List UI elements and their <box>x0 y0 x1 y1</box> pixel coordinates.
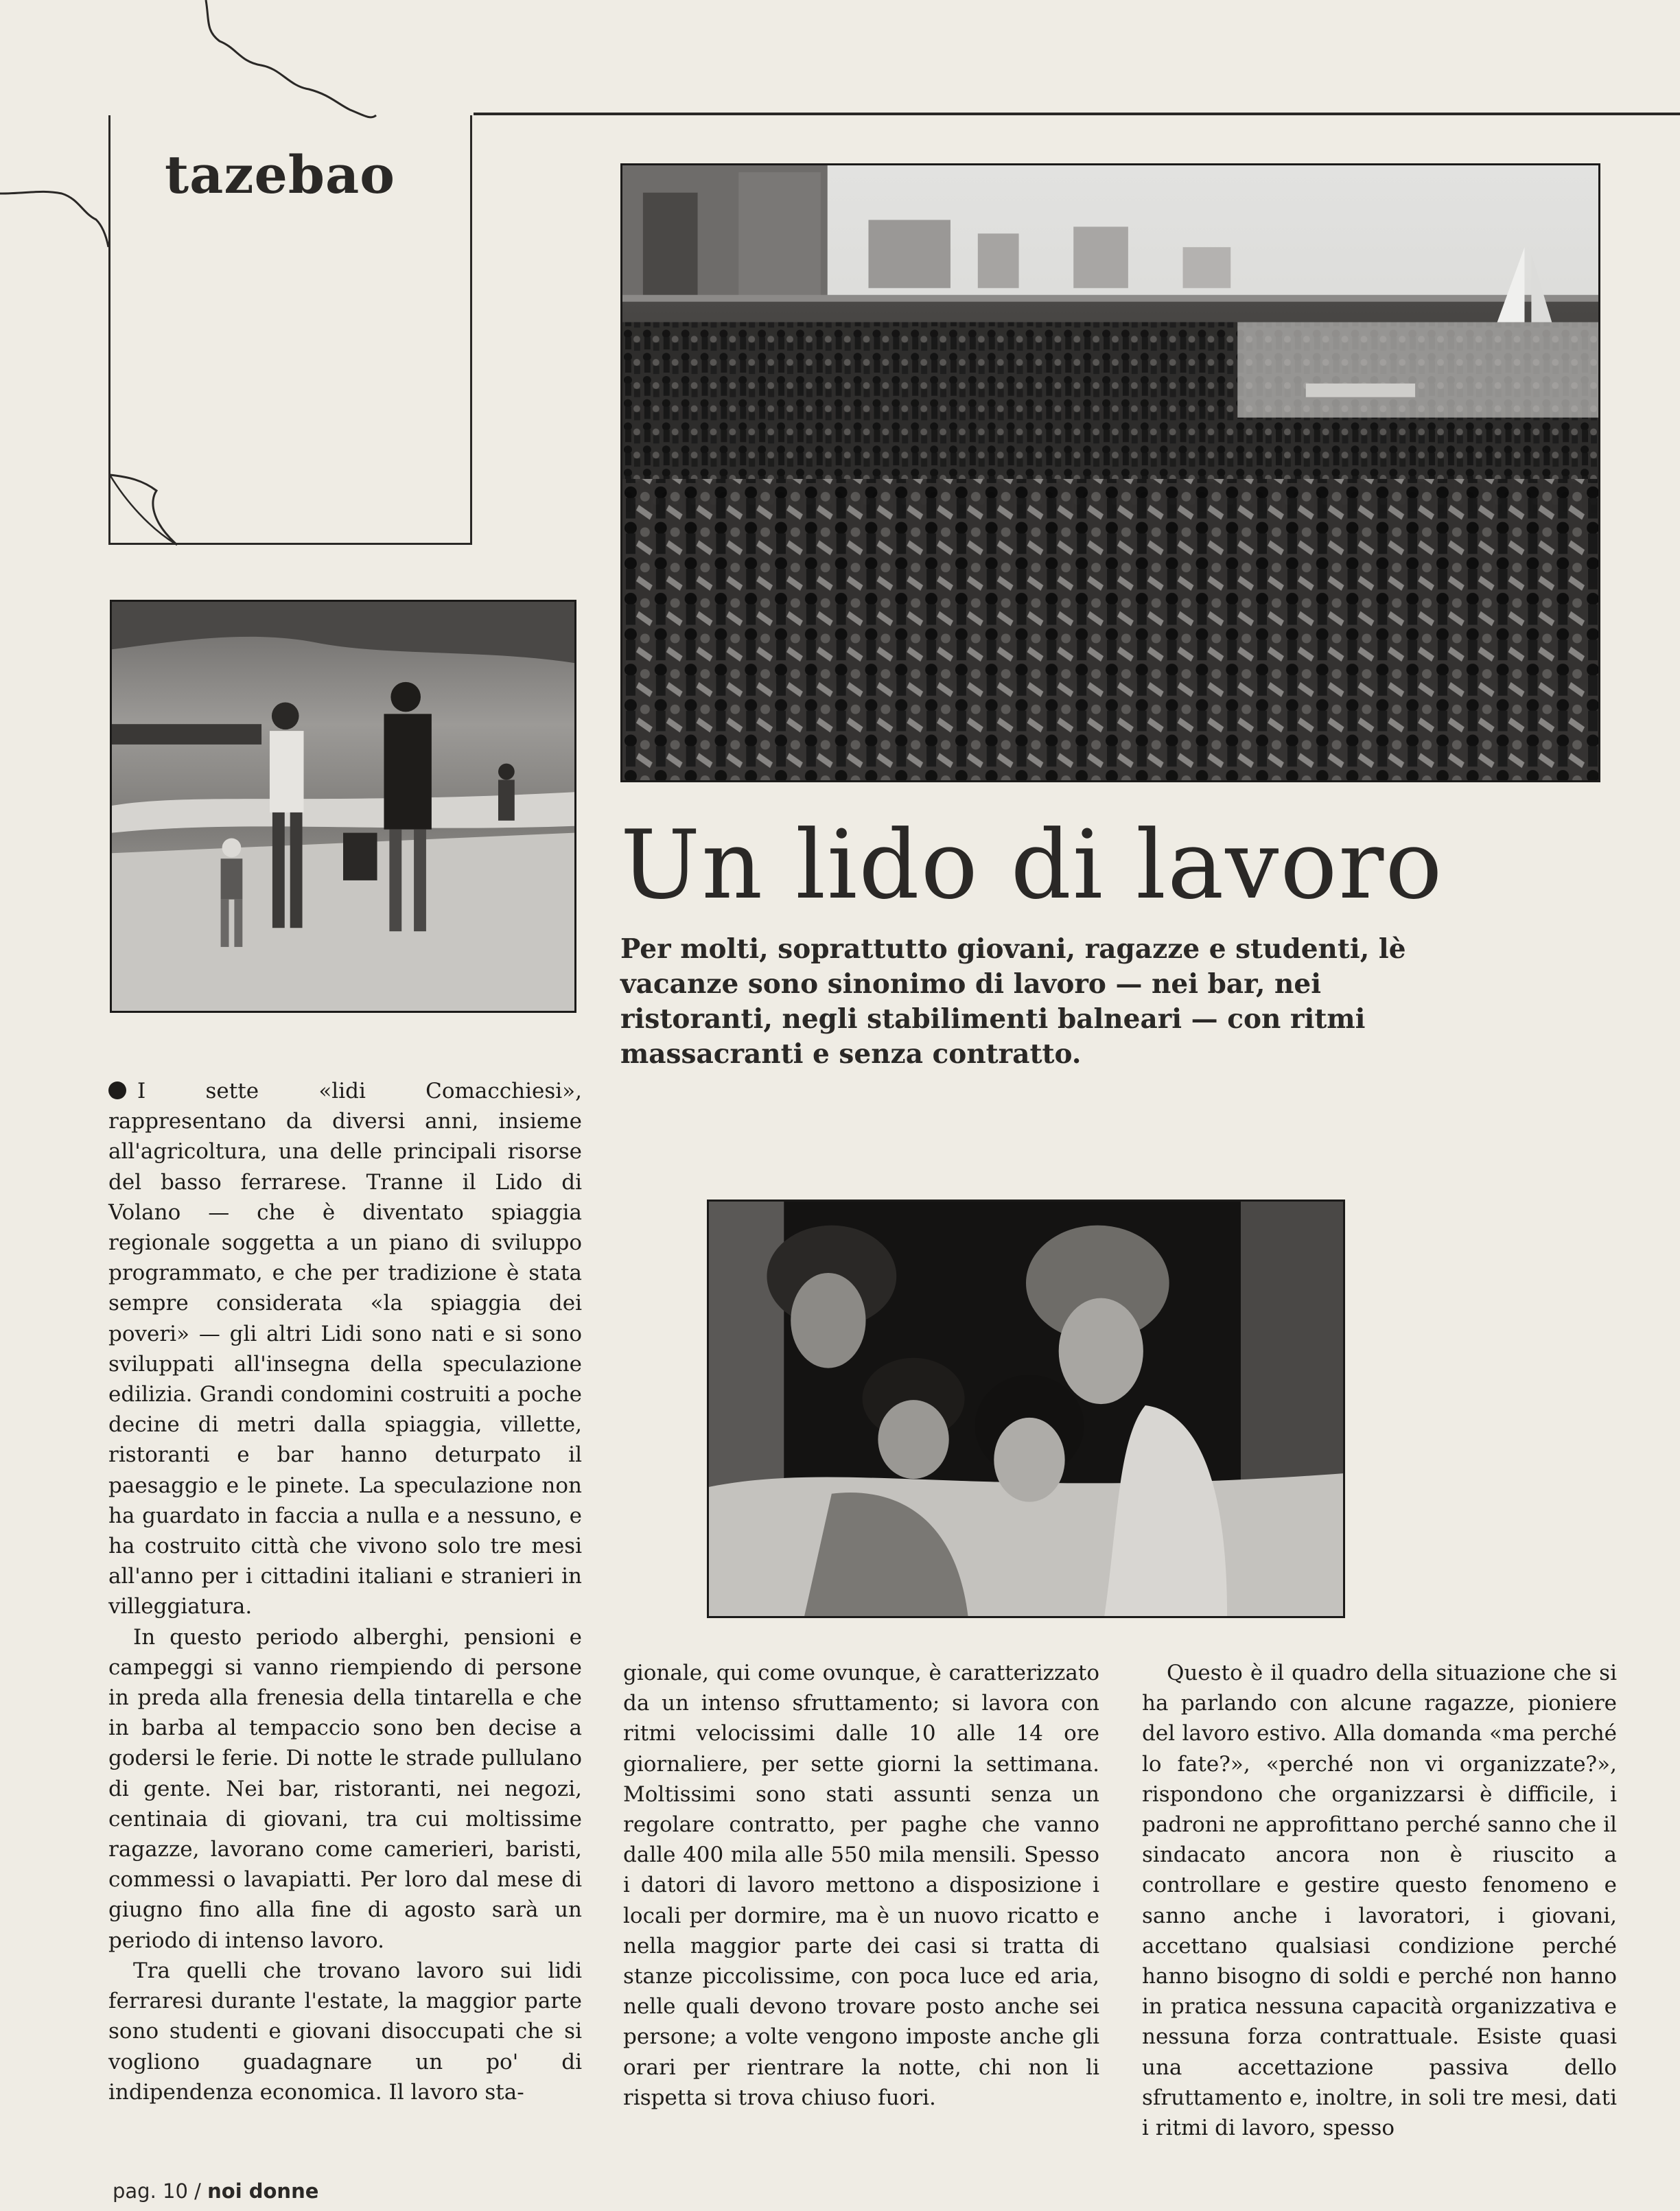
photo-young-people <box>707 1200 1345 1618</box>
body-column-3 <box>1142 1658 1617 2143</box>
top-rule <box>474 113 1680 115</box>
body-paragraph: Questo è il quadro della situazione che si ha parlando con alcune ragazze, pioniere del lavoro estivo. Alla domanda «ma perché lo fate?», «perché non vi organizzate?», rispondono che organizzarsi è difficile, i padroni ne approfittano perché sanno che il sindacato ancora non è riuscito a controllare e gestire questo fenomeno e sanno anche i lavoratori, i giovani, accettano qualsiasi condizione perché hanno bisogno di soldi e perché non hanno in pratica nessuna capacità organizzativa e nessuna forza contrattuale. Esiste quasi una accettazione passiva dello sfruttamento e, inoltre, in soli tre mesi, dati i ritmi di lavoro, spesso <box>1142 1661 1617 2141</box>
section-title: tazebao <box>165 144 395 205</box>
magazine-logo: noi donne <box>207 2179 319 2203</box>
body-paragraph: Tra quelli che trovano lavoro sui lidi ferraresi durante l'estate, la maggior parte sono studenti e giovani disoccupati che si vogliono guadagnare un po' di indipendenza economica. Il lavoro sta- <box>108 1958 582 2105</box>
paragraph-text: I sette «lidi Comacchiesi», rappresentano da diversi anni, insieme all'agricoltura, una delle principali risorse del basso ferrarese. Tranne il Lido di Volano — che è diventato spiaggia regionale soggetta a un piano di sviluppo programmato, e che per tradizione è stata sempre considerata «la spiaggia dei poveri» — gli altri Lidi sono nati e si sono sviluppati all'insegna della speculazione edilizia. Grandi condomini costruiti a poche decine di metri dalla spiaggia, villette, ristoranti e bar hanno deturpato il paesaggio e le pinete. La speculazione non ha guardato in faccia a nulla e a nessuno, e ha costruito città che vivono solo tre mesi all'anno per i cittadini italiani e stranieri in villeggiatura. <box>108 1079 582 1619</box>
body-paragraph: In questo periodo alberghi, pensioni e campeggi si vanno riempiendo di persone in preda alla frenesia della tintarella e che in barba al tempaccio sono ben decise a godersi le ferie. Di notte le strade pullulano di gente. Nei bar, ristoranti, nei negozi, centinaia di giovani, tra cui moltissime ragazze, lavorano come camerieri, baristi, commessi o lavapiatti. Per loro dal mese di giugno fino alla fine di agosto sarà un periodo di intenso lavoro. <box>108 1624 582 1953</box>
page-folio <box>113 2179 318 2203</box>
photo-crowded-beach <box>620 163 1600 782</box>
page-curl-icon <box>108 473 218 549</box>
body-column-2 <box>623 1658 1099 2113</box>
body-column-1 <box>108 1076 582 2107</box>
article-standfirst: Per molti, soprattutto giovani, ragazze e studenti, lè vacanze sono sinonimo di lavoro — nei bar, nei ristoranti, negli stabilimenti balneari — con ritmi massacranti e senza contratto. <box>620 933 1406 1070</box>
body-paragraph: gionale, qui come ovunque, è caratterizzato da un intenso sfruttamento; si lavora con ritmi velocissimi dalle 10 alle 14 ore giornaliere, per sette giorni la settimana. Moltissimi sono stati assunti senza un regolare contratto, per paghe che vanno dalle 400 mila alle 550 mila mensili. Spesso i datori di lavoro mettono a disposizione i locali per dormire, ma è un nuovo ricatto e nella maggior parte dei casi si tratta di stanze piccolissime, con poca luce ed aria, nelle quali devono trovare posto anche sei persone; a volte vengono imposte anche gli orari per rientrare la notte, chi non li rispetta si trova chiuso fuori. <box>623 1661 1099 2110</box>
photo-family-on-beach <box>110 600 576 1013</box>
bullet-icon <box>108 1081 126 1099</box>
page-number: pag. 10 / <box>113 2179 201 2203</box>
article-headline: Un lido di lavoro <box>620 810 1444 920</box>
body-paragraph <box>108 1076 582 1622</box>
